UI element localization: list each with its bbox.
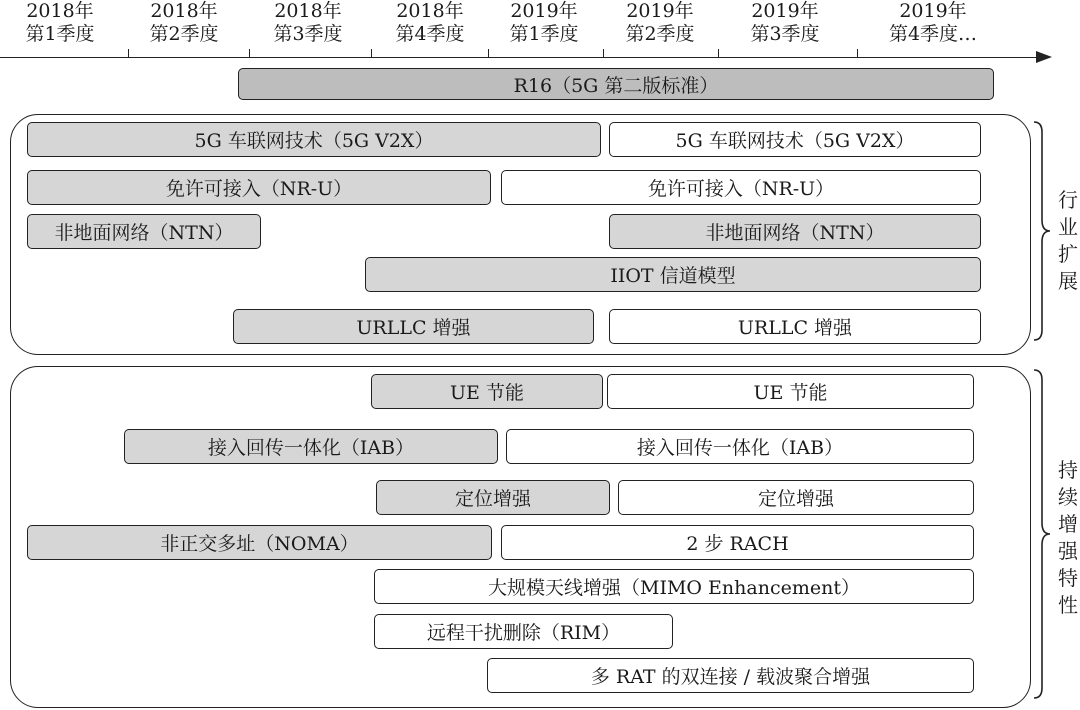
quarter-label: 2019年 第2季度 [625,0,695,45]
quarter-label: 2018年 第4季度 [395,0,465,45]
quarter-label: 2018年 第2季度 [149,0,219,45]
iab-bar-phase1: 接入回传一体化（IAB） [124,429,498,464]
ue-power-saving-bar-phase2: UE 节能 [607,374,974,409]
axis-tick [128,49,129,57]
rim-bar: 远程干扰删除（RIM） [374,614,673,649]
ntn-bar-phase2: 非地面网络（NTN） [609,214,981,249]
axis-tick [857,49,858,57]
industry-extension-brace-icon [1030,120,1054,342]
axis-tick [603,49,604,57]
axis-tick [371,49,372,57]
timeline-arrow-icon [1036,51,1052,63]
quarter-label: 2018年 第3季度 [273,0,343,45]
v2x-bar-phase1: 5G 车联网技术（5G V2X） [27,122,601,157]
positioning-bar-phase1: 定位增强 [376,480,610,515]
positioning-bar-phase2: 定位增强 [618,480,974,515]
axis-tick [488,49,489,57]
iab-bar-phase2: 接入回传一体化（IAB） [506,429,974,464]
axis-tick [249,49,250,57]
continuous-enhancement-brace-icon [1030,368,1054,700]
quarter-label: 2019年 第3季度 [750,0,820,45]
nru-bar-phase1: 免许可接入（NR-U） [27,170,491,205]
urllc-bar-phase2: URLLC 增强 [609,309,981,344]
quarter-label: 2019年 第1季度 [509,0,579,45]
mimo-enhancement-bar: 大规模天线增强（MIMO Enhancement） [374,569,974,604]
timeline-axis [0,57,1040,58]
continuous-enhancement-label: 持续增强特性 [1058,458,1078,617]
iiot-channel-model-bar: IIOT 信道模型 [365,257,981,292]
quarter-label: 2019年 第4季度… [888,0,978,45]
multi-rat-dc-ca-bar: 多 RAT 的双连接 / 载波聚合增强 [487,658,974,693]
urllc-bar-phase1: URLLC 增强 [233,309,594,344]
r16-bar: R16（5G 第二版标准） [238,68,994,100]
quarter-label: 2018年 第1季度 [25,0,95,45]
ue-power-saving-bar-phase1: UE 节能 [371,374,603,409]
industry-extension-label: 行业扩展 [1058,188,1078,293]
nru-bar-phase2: 免许可接入（NR-U） [501,170,981,205]
noma-bar: 非正交多址（NOMA） [27,525,492,560]
axis-tick [718,49,719,57]
two-step-rach-bar: 2 步 RACH [501,525,974,560]
ntn-bar-phase1: 非地面网络（NTN） [27,214,261,249]
v2x-bar-phase2: 5G 车联网技术（5G V2X） [609,122,981,157]
